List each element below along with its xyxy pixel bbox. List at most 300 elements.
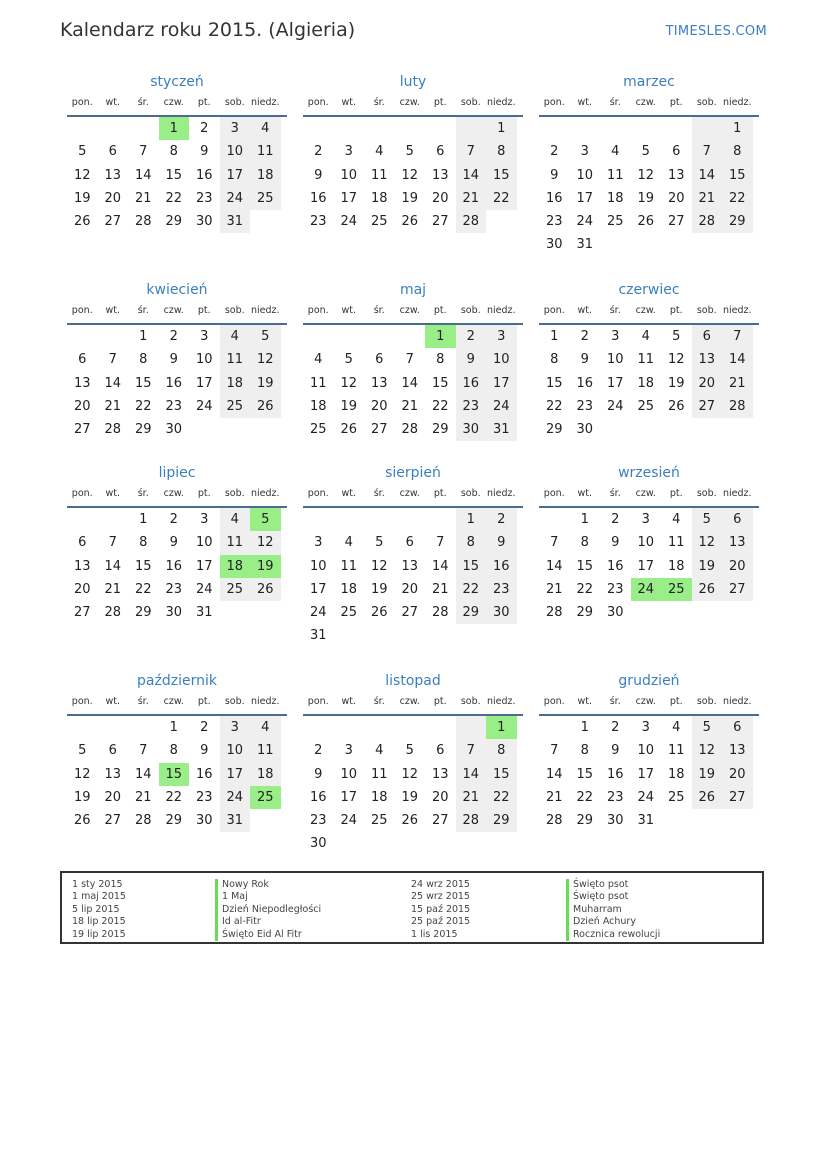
day-cell[interactable]: 6 [692, 325, 723, 348]
day-cell[interactable]: 16 [576, 375, 594, 391]
day-cell[interactable]: 7 [692, 140, 723, 163]
day-cell[interactable]: 22 [456, 578, 487, 601]
day-cell[interactable]: 12 [73, 167, 91, 183]
day-cell[interactable]: 11 [667, 743, 685, 759]
day-cell[interactable]: 19 [692, 763, 723, 786]
day-cell[interactable]: 23 [309, 214, 327, 230]
day-cell[interactable]: 26 [692, 786, 723, 809]
day-cell[interactable]: 27 [692, 395, 723, 418]
day-cell[interactable]: 18 [370, 190, 388, 206]
day-cell[interactable]: 26 [401, 214, 419, 230]
day-cell[interactable]: 10 [195, 535, 213, 551]
day-cell[interactable]: 25 [370, 813, 388, 829]
day-cell[interactable]: 5 [405, 743, 414, 759]
day-cell[interactable]: 30 [486, 601, 517, 624]
day-cell[interactable]: 13 [73, 375, 91, 391]
day-cell[interactable]: 7 [722, 325, 753, 348]
day-cell[interactable]: 14 [134, 766, 152, 782]
day-cell[interactable]: 24 [606, 398, 624, 414]
day-cell[interactable]: 17 [195, 558, 213, 574]
day-cell[interactable]: 4 [250, 716, 281, 739]
day-cell[interactable]: 28 [134, 214, 152, 230]
day-cell[interactable]: 21 [692, 187, 723, 210]
day-cell[interactable]: 6 [78, 535, 87, 551]
day-cell[interactable]: 27 [73, 422, 91, 438]
day-cell[interactable]: 26 [250, 578, 281, 601]
day-cell[interactable]: 13 [104, 167, 122, 183]
day-cell[interactable]: 30 [165, 605, 183, 621]
day-cell[interactable]: 16 [456, 372, 487, 395]
day-cell[interactable]: 9 [580, 352, 589, 368]
day-cell[interactable]: 22 [165, 789, 183, 805]
day-cell[interactable]: 11 [250, 140, 281, 163]
day-cell[interactable]: 12 [401, 766, 419, 782]
day-cell[interactable]: 8 [580, 743, 589, 759]
day-cell[interactable]: 27 [104, 214, 122, 230]
day-cell[interactable]: 24 [340, 813, 358, 829]
day-cell[interactable]: 3 [220, 117, 251, 140]
day-cell[interactable]: 3 [580, 144, 589, 160]
day-cell[interactable]: 15 [134, 375, 152, 391]
day-cell[interactable]: 14 [722, 348, 753, 371]
day-cell[interactable]: 23 [486, 578, 517, 601]
day-cell[interactable]: 3 [200, 512, 209, 527]
day-cell[interactable]: 19 [250, 372, 281, 395]
day-cell[interactable]: 25 [250, 187, 281, 210]
day-cell[interactable]: 12 [401, 167, 419, 183]
day-cell[interactable]: 10 [637, 535, 655, 551]
day-cell[interactable]: 8 [580, 535, 589, 551]
day-cell[interactable]: 11 [250, 739, 281, 762]
day-cell[interactable]: 19 [667, 375, 685, 391]
day-cell[interactable]: 19 [637, 190, 655, 206]
day-cell[interactable]: 22 [722, 187, 753, 210]
day-cell[interactable]: 3 [641, 512, 650, 527]
day-cell[interactable]: 8 [486, 739, 517, 762]
day-cell[interactable]: 10 [195, 352, 213, 368]
day-cell[interactable]: 26 [340, 422, 358, 438]
day-cell[interactable]: 23 [165, 581, 183, 597]
day-cell[interactable]: 1 [580, 512, 589, 527]
day-cell[interactable]: 16 [309, 789, 327, 805]
day-cell[interactable]: 21 [401, 398, 419, 414]
day-cell[interactable]: 23 [576, 398, 594, 414]
day-cell[interactable]: 8 [169, 743, 178, 759]
day-cell[interactable]: 5 [672, 329, 681, 344]
day-cell[interactable]: 13 [722, 739, 753, 762]
day-cell[interactable]: 20 [370, 398, 388, 414]
day-cell[interactable]: 27 [370, 422, 388, 438]
day-cell[interactable]: 13 [370, 375, 388, 391]
day-cell[interactable]: 11 [637, 352, 655, 368]
day-cell[interactable]: 22 [545, 398, 563, 414]
day-cell[interactable]: 20 [73, 398, 91, 414]
day-cell[interactable]: 20 [401, 581, 419, 597]
day-cell[interactable]: 14 [134, 167, 152, 183]
day-cell[interactable]: 2 [169, 512, 178, 527]
day-cell[interactable]: 2 [200, 121, 209, 136]
day-cell[interactable]: 20 [431, 190, 449, 206]
day-cell[interactable]: 24 [576, 214, 594, 230]
day-cell[interactable]: 12 [637, 167, 655, 183]
day-cell[interactable]: 6 [436, 743, 445, 759]
day-cell[interactable]: 2 [200, 720, 209, 735]
day-cell[interactable]: 14 [456, 164, 487, 187]
day-cell[interactable]: 20 [104, 789, 122, 805]
day-cell[interactable]: 3 [200, 329, 209, 344]
day-cell[interactable]: 7 [550, 535, 559, 551]
day-cell[interactable]: 29 [486, 809, 517, 832]
day-cell[interactable]: 2 [314, 743, 323, 759]
day-cell[interactable]: 14 [104, 375, 122, 391]
day-cell[interactable]: 1 [486, 716, 517, 739]
day-cell[interactable]: 10 [220, 140, 251, 163]
day-cell[interactable]: 7 [436, 535, 445, 551]
day-cell[interactable]: 9 [550, 167, 559, 183]
day-cell[interactable]: 4 [641, 329, 650, 344]
day-cell[interactable]: 26 [370, 605, 388, 621]
day-cell[interactable]: 8 [486, 140, 517, 163]
day-cell[interactable]: 28 [545, 605, 563, 621]
day-cell[interactable]: 2 [611, 512, 620, 527]
day-cell[interactable]: 2 [456, 325, 487, 348]
day-cell[interactable]: 23 [545, 214, 563, 230]
day-cell[interactable]: 29 [165, 813, 183, 829]
day-cell[interactable]: 1 [425, 325, 456, 348]
day-cell[interactable]: 13 [431, 167, 449, 183]
day-cell[interactable]: 1 [159, 117, 190, 140]
day-cell[interactable]: 8 [722, 140, 753, 163]
day-cell[interactable]: 12 [250, 531, 281, 554]
day-cell[interactable]: 3 [314, 535, 323, 551]
day-cell[interactable]: 22 [431, 398, 449, 414]
day-cell[interactable]: 10 [606, 352, 624, 368]
day-cell[interactable]: 16 [606, 766, 624, 782]
day-cell[interactable]: 15 [165, 167, 183, 183]
day-cell[interactable]: 25 [340, 605, 358, 621]
day-cell[interactable]: 5 [250, 508, 281, 531]
day-cell[interactable]: 14 [545, 558, 563, 574]
day-cell[interactable]: 2 [580, 329, 589, 344]
day-cell[interactable]: 20 [722, 763, 753, 786]
day-cell[interactable]: 22 [576, 789, 594, 805]
day-cell[interactable]: 18 [309, 398, 327, 414]
day-cell[interactable]: 25 [637, 398, 655, 414]
day-cell[interactable]: 21 [456, 786, 487, 809]
day-cell[interactable]: 17 [606, 375, 624, 391]
day-cell[interactable]: 19 [73, 190, 91, 206]
day-cell[interactable]: 26 [73, 813, 91, 829]
day-cell[interactable]: 16 [486, 555, 517, 578]
day-cell[interactable]: 11 [309, 375, 327, 391]
day-cell[interactable]: 24 [195, 398, 213, 414]
day-cell[interactable]: 29 [431, 422, 449, 438]
day-cell[interactable]: 3 [641, 720, 650, 735]
day-cell[interactable]: 13 [73, 558, 91, 574]
day-cell[interactable]: 21 [431, 581, 449, 597]
day-cell[interactable]: 15 [159, 763, 190, 786]
day-cell[interactable]: 13 [667, 167, 685, 183]
day-cell[interactable]: 13 [431, 766, 449, 782]
day-cell[interactable]: 15 [545, 375, 563, 391]
day-cell[interactable]: 14 [431, 558, 449, 574]
day-cell[interactable]: 27 [73, 605, 91, 621]
day-cell[interactable]: 27 [431, 813, 449, 829]
day-cell[interactable]: 31 [576, 237, 594, 253]
day-cell[interactable]: 25 [220, 578, 251, 601]
day-cell[interactable]: 6 [436, 144, 445, 160]
day-cell[interactable]: 6 [405, 535, 414, 551]
day-cell[interactable]: 8 [139, 535, 148, 551]
day-cell[interactable]: 8 [139, 352, 148, 368]
day-cell[interactable]: 23 [606, 581, 624, 597]
day-cell[interactable]: 12 [340, 375, 358, 391]
day-cell[interactable]: 1 [486, 117, 517, 140]
day-cell[interactable]: 28 [692, 210, 723, 233]
day-cell[interactable]: 28 [134, 813, 152, 829]
day-cell[interactable]: 17 [220, 763, 251, 786]
day-cell[interactable]: 29 [576, 605, 594, 621]
day-cell[interactable]: 24 [220, 187, 251, 210]
day-cell[interactable]: 16 [606, 558, 624, 574]
day-cell[interactable]: 28 [456, 210, 487, 233]
day-cell[interactable]: 22 [486, 786, 517, 809]
day-cell[interactable]: 18 [637, 375, 655, 391]
day-cell[interactable]: 2 [169, 329, 178, 344]
day-cell[interactable]: 8 [456, 531, 487, 554]
day-cell[interactable]: 26 [637, 214, 655, 230]
day-cell[interactable]: 6 [108, 743, 117, 759]
day-cell[interactable]: 14 [401, 375, 419, 391]
day-cell[interactable]: 21 [545, 789, 563, 805]
day-cell[interactable]: 11 [667, 535, 685, 551]
day-cell[interactable]: 7 [405, 352, 414, 368]
day-cell[interactable]: 30 [165, 422, 183, 438]
day-cell[interactable]: 5 [344, 352, 353, 368]
day-cell[interactable]: 5 [405, 144, 414, 160]
day-cell[interactable]: 19 [73, 789, 91, 805]
day-cell[interactable]: 16 [309, 190, 327, 206]
day-cell[interactable]: 1 [580, 720, 589, 735]
brand-link[interactable]: TIMESLES.COM [665, 24, 767, 39]
day-cell[interactable]: 8 [550, 352, 559, 368]
day-cell[interactable]: 14 [104, 558, 122, 574]
day-cell[interactable]: 30 [576, 422, 594, 438]
day-cell[interactable]: 25 [370, 214, 388, 230]
day-cell[interactable]: 2 [611, 720, 620, 735]
day-cell[interactable]: 4 [314, 352, 323, 368]
day-cell[interactable]: 31 [486, 418, 517, 441]
day-cell[interactable]: 10 [309, 558, 327, 574]
day-cell[interactable]: 17 [637, 558, 655, 574]
day-cell[interactable]: 23 [606, 789, 624, 805]
day-cell[interactable]: 21 [134, 789, 152, 805]
day-cell[interactable]: 11 [340, 558, 358, 574]
day-cell[interactable]: 13 [692, 348, 723, 371]
day-cell[interactable]: 30 [456, 418, 487, 441]
day-cell[interactable]: 29 [165, 214, 183, 230]
day-cell[interactable]: 31 [220, 809, 251, 832]
day-cell[interactable]: 24 [340, 214, 358, 230]
day-cell[interactable]: 25 [661, 578, 692, 601]
day-cell[interactable]: 24 [631, 578, 662, 601]
day-cell[interactable]: 17 [309, 581, 327, 597]
day-cell[interactable]: 25 [220, 395, 251, 418]
day-cell[interactable]: 27 [104, 813, 122, 829]
day-cell[interactable]: 11 [370, 766, 388, 782]
day-cell[interactable]: 2 [550, 144, 559, 160]
day-cell[interactable]: 3 [220, 716, 251, 739]
day-cell[interactable]: 1 [139, 512, 148, 527]
day-cell[interactable]: 4 [672, 720, 681, 735]
day-cell[interactable]: 18 [606, 190, 624, 206]
day-cell[interactable]: 14 [692, 164, 723, 187]
day-cell[interactable]: 20 [692, 372, 723, 395]
day-cell[interactable]: 19 [692, 555, 723, 578]
day-cell[interactable]: 28 [104, 605, 122, 621]
day-cell[interactable]: 24 [220, 786, 251, 809]
day-cell[interactable]: 16 [195, 766, 213, 782]
day-cell[interactable]: 30 [606, 813, 624, 829]
day-cell[interactable]: 12 [692, 739, 723, 762]
day-cell[interactable]: 25 [667, 789, 685, 805]
day-cell[interactable]: 22 [486, 187, 517, 210]
day-cell[interactable]: 19 [340, 398, 358, 414]
day-cell[interactable]: 20 [73, 581, 91, 597]
day-cell[interactable]: 22 [165, 190, 183, 206]
day-cell[interactable]: 5 [250, 325, 281, 348]
day-cell[interactable]: 17 [486, 372, 517, 395]
day-cell[interactable]: 11 [606, 167, 624, 183]
day-cell[interactable]: 30 [606, 605, 624, 621]
day-cell[interactable]: 10 [486, 348, 517, 371]
day-cell[interactable]: 17 [637, 766, 655, 782]
day-cell[interactable]: 10 [220, 739, 251, 762]
day-cell[interactable]: 26 [667, 398, 685, 414]
day-cell[interactable]: 4 [611, 144, 620, 160]
day-cell[interactable]: 3 [344, 743, 353, 759]
day-cell[interactable]: 18 [220, 555, 251, 578]
day-cell[interactable]: 15 [576, 558, 594, 574]
day-cell[interactable]: 5 [78, 144, 87, 160]
day-cell[interactable]: 18 [340, 581, 358, 597]
day-cell[interactable]: 16 [165, 375, 183, 391]
day-cell[interactable]: 1 [169, 720, 178, 735]
day-cell[interactable]: 29 [722, 210, 753, 233]
day-cell[interactable]: 26 [401, 813, 419, 829]
day-cell[interactable]: 20 [722, 555, 753, 578]
day-cell[interactable]: 2 [486, 508, 517, 531]
day-cell[interactable]: 9 [169, 352, 178, 368]
day-cell[interactable]: 13 [722, 531, 753, 554]
day-cell[interactable]: 18 [250, 763, 281, 786]
day-cell[interactable]: 12 [370, 558, 388, 574]
day-cell[interactable]: 14 [456, 763, 487, 786]
day-cell[interactable]: 9 [314, 167, 323, 183]
day-cell[interactable]: 13 [401, 558, 419, 574]
day-cell[interactable]: 31 [637, 813, 655, 829]
day-cell[interactable]: 11 [220, 348, 251, 371]
day-cell[interactable]: 12 [692, 531, 723, 554]
day-cell[interactable]: 9 [200, 144, 209, 160]
day-cell[interactable]: 26 [73, 214, 91, 230]
day-cell[interactable]: 6 [108, 144, 117, 160]
day-cell[interactable]: 28 [401, 422, 419, 438]
day-cell[interactable]: 21 [104, 398, 122, 414]
day-cell[interactable]: 3 [344, 144, 353, 160]
day-cell[interactable]: 27 [431, 214, 449, 230]
day-cell[interactable]: 31 [195, 605, 213, 621]
day-cell[interactable]: 20 [431, 789, 449, 805]
day-cell[interactable]: 18 [667, 766, 685, 782]
day-cell[interactable]: 17 [576, 190, 594, 206]
day-cell[interactable]: 15 [722, 164, 753, 187]
day-cell[interactable]: 6 [672, 144, 681, 160]
day-cell[interactable]: 22 [134, 581, 152, 597]
day-cell[interactable]: 9 [611, 743, 620, 759]
day-cell[interactable]: 29 [134, 605, 152, 621]
day-cell[interactable]: 11 [220, 531, 251, 554]
day-cell[interactable]: 4 [250, 117, 281, 140]
day-cell[interactable]: 21 [456, 187, 487, 210]
day-cell[interactable]: 17 [340, 789, 358, 805]
day-cell[interactable]: 6 [722, 716, 753, 739]
day-cell[interactable]: 27 [401, 605, 419, 621]
day-cell[interactable]: 19 [250, 555, 281, 578]
day-cell[interactable]: 4 [344, 535, 353, 551]
day-cell[interactable]: 20 [104, 190, 122, 206]
day-cell[interactable]: 18 [667, 558, 685, 574]
day-cell[interactable]: 9 [314, 766, 323, 782]
day-cell[interactable]: 12 [73, 766, 91, 782]
day-cell[interactable]: 16 [545, 190, 563, 206]
day-cell[interactable]: 13 [104, 766, 122, 782]
day-cell[interactable]: 23 [195, 190, 213, 206]
day-cell[interactable]: 4 [220, 325, 251, 348]
day-cell[interactable]: 7 [108, 352, 117, 368]
day-cell[interactable]: 10 [637, 743, 655, 759]
day-cell[interactable]: 6 [722, 508, 753, 531]
day-cell[interactable]: 26 [250, 395, 281, 418]
day-cell[interactable]: 12 [250, 348, 281, 371]
day-cell[interactable]: 24 [309, 605, 327, 621]
day-cell[interactable]: 9 [486, 531, 517, 554]
day-cell[interactable]: 7 [139, 144, 148, 160]
day-cell[interactable]: 5 [78, 743, 87, 759]
day-cell[interactable]: 22 [134, 398, 152, 414]
day-cell[interactable]: 29 [545, 422, 563, 438]
day-cell[interactable]: 28 [545, 813, 563, 829]
day-cell[interactable]: 18 [370, 789, 388, 805]
day-cell[interactable]: 23 [309, 813, 327, 829]
day-cell[interactable]: 24 [637, 789, 655, 805]
day-cell[interactable]: 4 [672, 512, 681, 527]
day-cell[interactable]: 30 [309, 836, 327, 852]
day-cell[interactable]: 31 [309, 628, 327, 644]
day-cell[interactable]: 17 [340, 190, 358, 206]
day-cell[interactable]: 17 [195, 375, 213, 391]
day-cell[interactable]: 27 [722, 578, 753, 601]
day-cell[interactable]: 21 [104, 581, 122, 597]
day-cell[interactable]: 15 [456, 555, 487, 578]
day-cell[interactable]: 21 [134, 190, 152, 206]
day-cell[interactable]: 6 [375, 352, 384, 368]
day-cell[interactable]: 23 [165, 398, 183, 414]
day-cell[interactable]: 30 [195, 214, 213, 230]
day-cell[interactable]: 5 [692, 716, 723, 739]
day-cell[interactable]: 28 [431, 605, 449, 621]
day-cell[interactable]: 15 [134, 558, 152, 574]
